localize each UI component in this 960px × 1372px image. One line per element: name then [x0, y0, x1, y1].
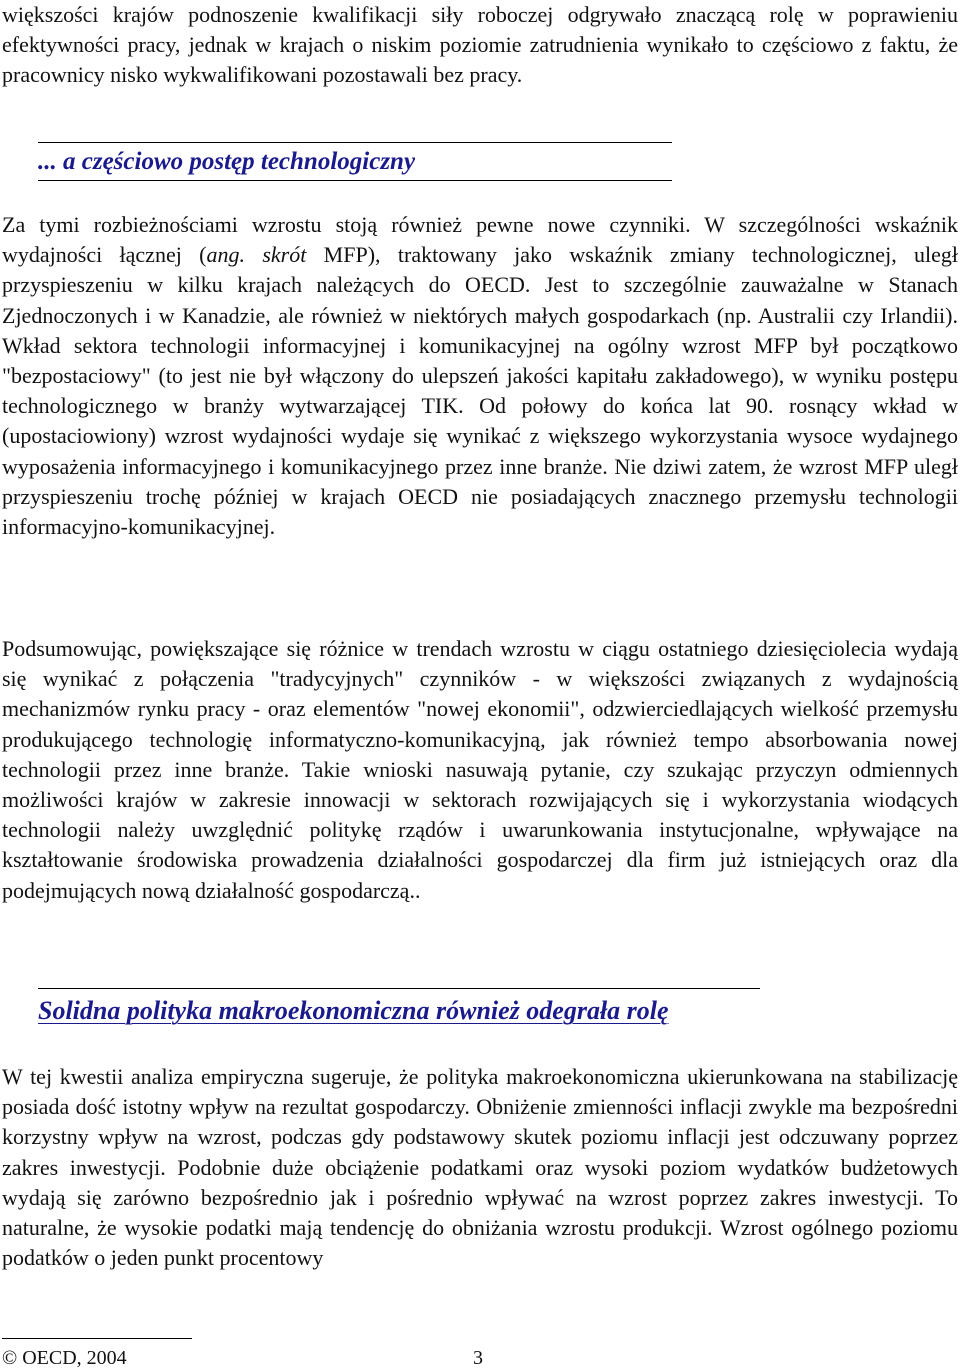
footer-copyright: © OECD, 2004: [2, 1347, 127, 1369]
paragraph-macro-policy: W tej kwestii analiza empiryczna sugeruje, że polityka makroekonomiczna ukierunkowana na stabilizację posiada dość istotny wpływ na rezultat gospodarczy. Obniżenie zmienności inflacji zwykle ma bezpośredni korzystny wpływ na wzrost, podczas gdy podstawowy skutek poziomu inflacji jest odczuwany poprzez zakres inwestycji. Podobnie duże obciążenie podatkami oraz wysoki poziom wydatków budżetowych wydają się zarówno bezpośrednio jak i pośrednio wpływać na wzrost poprzez zakres inwestycji. To naturalne, że wysokie podatki mają tendencję do obniżania wzrostu produkcji. Wzrost ogólnego poziomu podatków o jeden punkt procentowy: [2, 1064, 958, 1271]
paragraph-mfp: [2, 210, 958, 542]
paragraph-mfp-part2: MFP), traktowany jako wskaźnik zmiany technologicznej, uległ przyspieszeniu w kilku krajach należących do OECD. Jest to szczególnie zauważalne w Stanach Zjednoczonych i w Kanadzie, ale również w niektórych małych gospodarkach (np. Australii czy Irlandii). Wkład sektora technologii informacyjnej i komunikacyjnej na ogólny wzrost MFP był początkowo "bezpostaciowy" (to jest nie był włączony do ulepszeń jakości kapitału zakładowego), w wyniku postępu technologicznego w branży wytwarzającej TIK. Od połowy do końca lat 90. rosnący wkład w (upostaciowiony) wzrost wydajności wydaje się wynikać z większego wykorzystania wysoce wydajnego wyposażenia informacyjnego i komunikacyjnego przez inne branże. Nie dziwi zatem, że wzrost MFP uległ przyspieszeniu trochę później w krajach OECD nie posiadających znacznego przemysłu technologii informacyjno-komunikacyjnej.: [2, 242, 959, 540]
footer-page-number: 3: [473, 1347, 483, 1369]
heading-rule-macro: [38, 988, 760, 989]
section-heading-macro-policy: Solidna polityka makroekonomiczna również odegrała rolę: [38, 996, 669, 1025]
footer-rule: [2, 1338, 192, 1339]
section-heading-technology: ... a częściowo postęp technologiczny: [38, 148, 416, 175]
paragraph-summary: Podsumowując, powiększające się różnice w trendach wzrostu w ciągu ostatniego dziesięciolecia wydają się wynikać z połączenia "tradycyjnych" czynników - w większości związanych z wydajnością mechanizmów rynku pracy - oraz elementów "nowej ekonomii", odzwierciedlających wielkość przemysłu produkującego technologię informatyczno-komunikacyjną, jak również tempo absorbowania nowej technologii przez inne branże. Takie wnioski nasuwają pytanie, czy szukając przyczyn odmiennych możliwości krajów w zakresie innowacji w sektorach rozwijających się i wykorzystania wiodących technologii należy uwzględnić politykę rządów i uwarunkowania instytucjonalne, wpływające na kształtowanie środowiska prowadzenia działalności gospodarczej dla firm już istniejących oraz dla podejmujących nową działalność gospodarczą..: [2, 636, 958, 903]
paragraph-mfp-part1: Za tymi rozbieżnościami wzrostu stoją również pewne nowe czynniki. W szczególności wskaźnik wydajności łącznej (: [2, 212, 958, 268]
heading-rule-top: [38, 142, 672, 143]
heading-rule-bottom: [38, 180, 672, 181]
paragraph-intro-continued: większości krajów podnoszenie kwalifikacji siły roboczej odgrywało znaczącą rolę w poprawieniu efektywności pracy, jednak w krajach o niskim poziomie zatrudnienia wynikało to częściowo z faktu, że pracownicy nisko wykwalifikowani pozostawali bez pracy.: [2, 2, 958, 88]
paragraph-mfp-abbrev: ang. skrót: [206, 242, 307, 268]
